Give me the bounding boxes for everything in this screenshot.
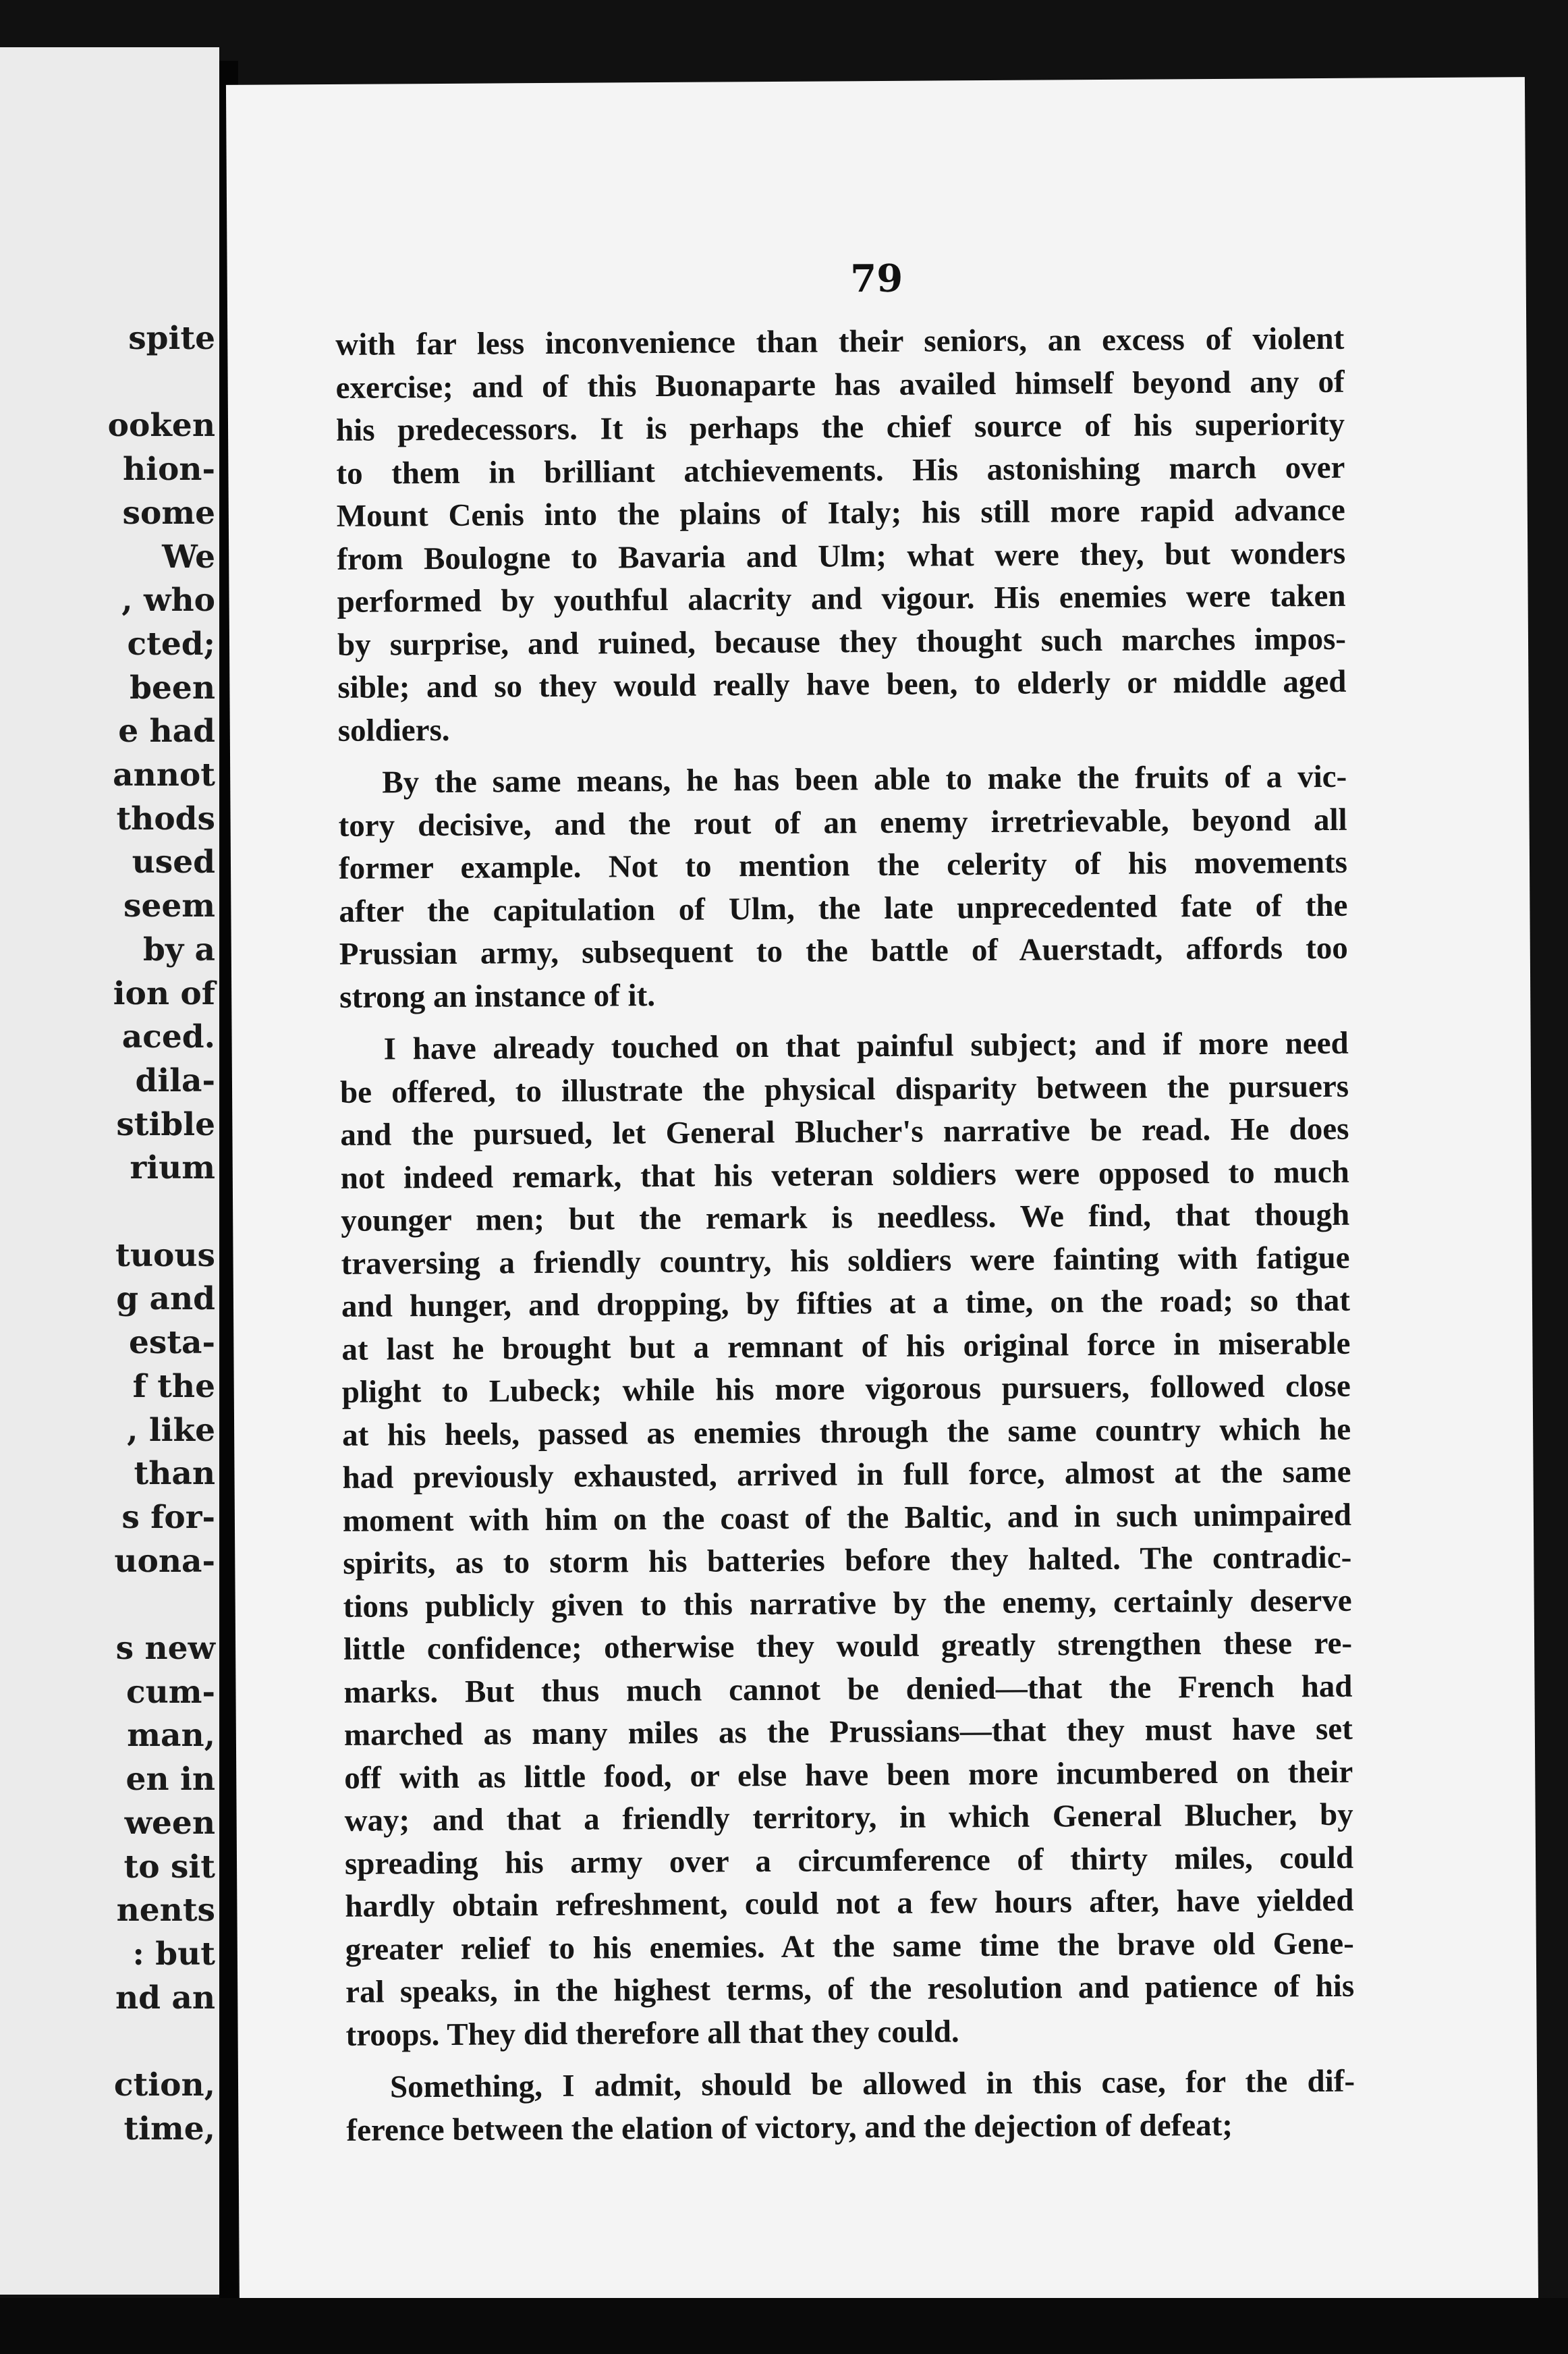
text-line: younger men; but the remark is needless. We find, that though (341, 1197, 1350, 1238)
text-line: off with as little food, or else have been more incumbered on their (344, 1754, 1353, 1796)
left-page-line: hion- (122, 451, 215, 489)
page-number: 79 (850, 256, 903, 302)
left-page-line: nd an (115, 1979, 215, 2017)
paragraph (346, 2060, 1355, 2152)
text-line: after the capitulation of Ulm, the late unprecedented fate of the (339, 887, 1348, 929)
left-page-line: uona- (114, 1542, 215, 1580)
text-line: spreading his army over a circumference of thirty miles, could (344, 1840, 1354, 1882)
text-line: Something, I admit, should be allowed in this case, for the dif- (389, 2063, 1355, 2105)
text-line: traversing a friendly country, his soldiers were fainting with fatigue (341, 1240, 1350, 1282)
left-page-line: stible (116, 1105, 215, 1143)
left-page-line: en in (125, 1761, 215, 1799)
text-line: at last he brought but a remnant of his original force in miserable (341, 1325, 1351, 1367)
left-page-line: ction, (113, 2066, 215, 2104)
left-page-line: annot (113, 757, 215, 794)
left-page-line: cted; (127, 625, 215, 663)
paragraph (339, 1022, 1354, 2057)
left-page-line: ion of (113, 975, 215, 1012)
left-page-line: tuous (115, 1236, 215, 1274)
left-page-line: esta- (128, 1324, 215, 1362)
left-page-line: been (130, 669, 215, 707)
left-page-line: aced. (121, 1018, 215, 1056)
text-line: and hunger, and dropping, by fifties at a time, on the road; so that (341, 1282, 1351, 1324)
left-page-line: g and (116, 1280, 215, 1318)
left-page-line: , like (127, 1411, 215, 1449)
text-line: ference between the elation of victory, and the dejection of defeat; (346, 2107, 1233, 2148)
left-page-line: spite (128, 320, 215, 357)
left-page-line: , who (121, 582, 215, 620)
left-page-line: f the (132, 1367, 215, 1405)
text-line: be offered, to illustrate the physical disparity between the pursuers (339, 1068, 1349, 1110)
text-line: with far less inconvenience than their seniors, an excess of violent (335, 321, 1345, 362)
left-page-line: time, (123, 2110, 215, 2147)
left-facing-page (0, 47, 219, 2295)
paragraph (335, 318, 1347, 752)
left-page-line: used (132, 844, 215, 881)
text-line: spirits, as to storm his batteries before they halted. The contradic- (343, 1539, 1352, 1581)
left-page-line: : but (132, 1935, 215, 1973)
text-line: tions publicly given to this narrative by the enemy, certainly deserve (343, 1583, 1352, 1624)
text-line: hardly obtain refreshment, could not a few hours after, have yielded (345, 1882, 1354, 1924)
text-line: by surprise, and ruined, because they thought such marches impos- (337, 621, 1347, 663)
text-line: his predecessors. It is perhaps the chief source of his superiority (335, 406, 1345, 448)
left-page-line: some (122, 494, 215, 532)
left-page-line: man, (127, 1717, 215, 1755)
left-page-line: cum- (125, 1673, 215, 1711)
left-page-line: ween (124, 1804, 215, 1842)
text-line: former example. Not to mention the celerity of his movements (338, 844, 1348, 886)
left-page-line: than (134, 1455, 215, 1493)
left-page-line: by a (143, 931, 215, 968)
body-text (335, 318, 1355, 2152)
text-line: performed by youthful alacrity and vigour. His enemies were taken (337, 578, 1346, 620)
text-line: By the same means, he has been able to make the fruits of a vic- (382, 759, 1347, 800)
text-line: Prussian army, subsequent to the battle of Auerstadt, affords too (339, 930, 1348, 972)
text-line: and the pursued, let General Blucher's narrative be read. He does (340, 1111, 1349, 1153)
text-line: had previously exhausted, arrived in full force, almost at the same (342, 1454, 1351, 1496)
left-page-line: rium (130, 1149, 215, 1187)
text-line: moment with him on the coast of the Baltic, and in such unimpaired (342, 1497, 1352, 1539)
text-line: from Boulogne to Bavaria and Ulm; what were they, but wonders (337, 535, 1346, 577)
left-page-line: nents (116, 1892, 215, 1929)
left-page-line: e had (118, 713, 215, 750)
left-page-line: s for- (121, 1498, 215, 1536)
left-page-line: s new (115, 1630, 215, 1667)
left-page-line: thods (116, 800, 215, 838)
text-line: ral speaks, in the highest terms, of the resolution and patience of his (345, 1968, 1355, 2010)
main-page (226, 77, 1538, 2312)
text-line: troops. They did therefore all that they could. (345, 2013, 959, 2053)
scan-bottom-edge (0, 2298, 1568, 2354)
text-line: marks. But thus much cannot be denied—that the French had (343, 1668, 1353, 1710)
left-page-line: seem (123, 887, 215, 925)
paragraph (338, 756, 1348, 1019)
text-line: I have already touched on that painful subject; and if more need (383, 1025, 1349, 1067)
text-line: tory decisive, and the rout of an enemy irretrievable, beyond all (338, 802, 1347, 844)
text-line: strong an instance of it. (339, 977, 656, 1015)
text-line: marched as many miles as the Prussians—that they must have set (343, 1711, 1353, 1753)
left-page-line: ooken (107, 407, 215, 445)
text-line: soldiers. (337, 712, 450, 748)
text-line: exercise; and of this Buonaparte has availed himself beyond any of (335, 364, 1345, 406)
text-line: sible; and so they would really have been, to elderly or middle aged (337, 663, 1347, 705)
text-line: at his heels, passed as enemies through the same country which he (342, 1411, 1351, 1453)
left-page-line: to sit (123, 1848, 215, 1886)
text-line: to them in brilliant atchievements. His astonishing march over (336, 449, 1345, 491)
text-line: not indeed remark, that his veteran soldiers were opposed to much (340, 1154, 1349, 1196)
text-line: Mount Cenis into the plains of Italy; his still more rapid advance (336, 492, 1345, 534)
text-line: greater relief to his enemies. At the same time the brave old Gene- (345, 1925, 1354, 1967)
text-line: way; and that a friendly territory, in which General Blucher, by (344, 1797, 1353, 1838)
text-line: little confidence; otherwise they would greatly strengthen these re- (343, 1625, 1353, 1667)
text-line: plight to Lubeck; while his more vigorous pursuers, followed close (341, 1368, 1351, 1410)
left-page-line: dila- (135, 1062, 215, 1099)
left-page-line: We (162, 538, 215, 576)
